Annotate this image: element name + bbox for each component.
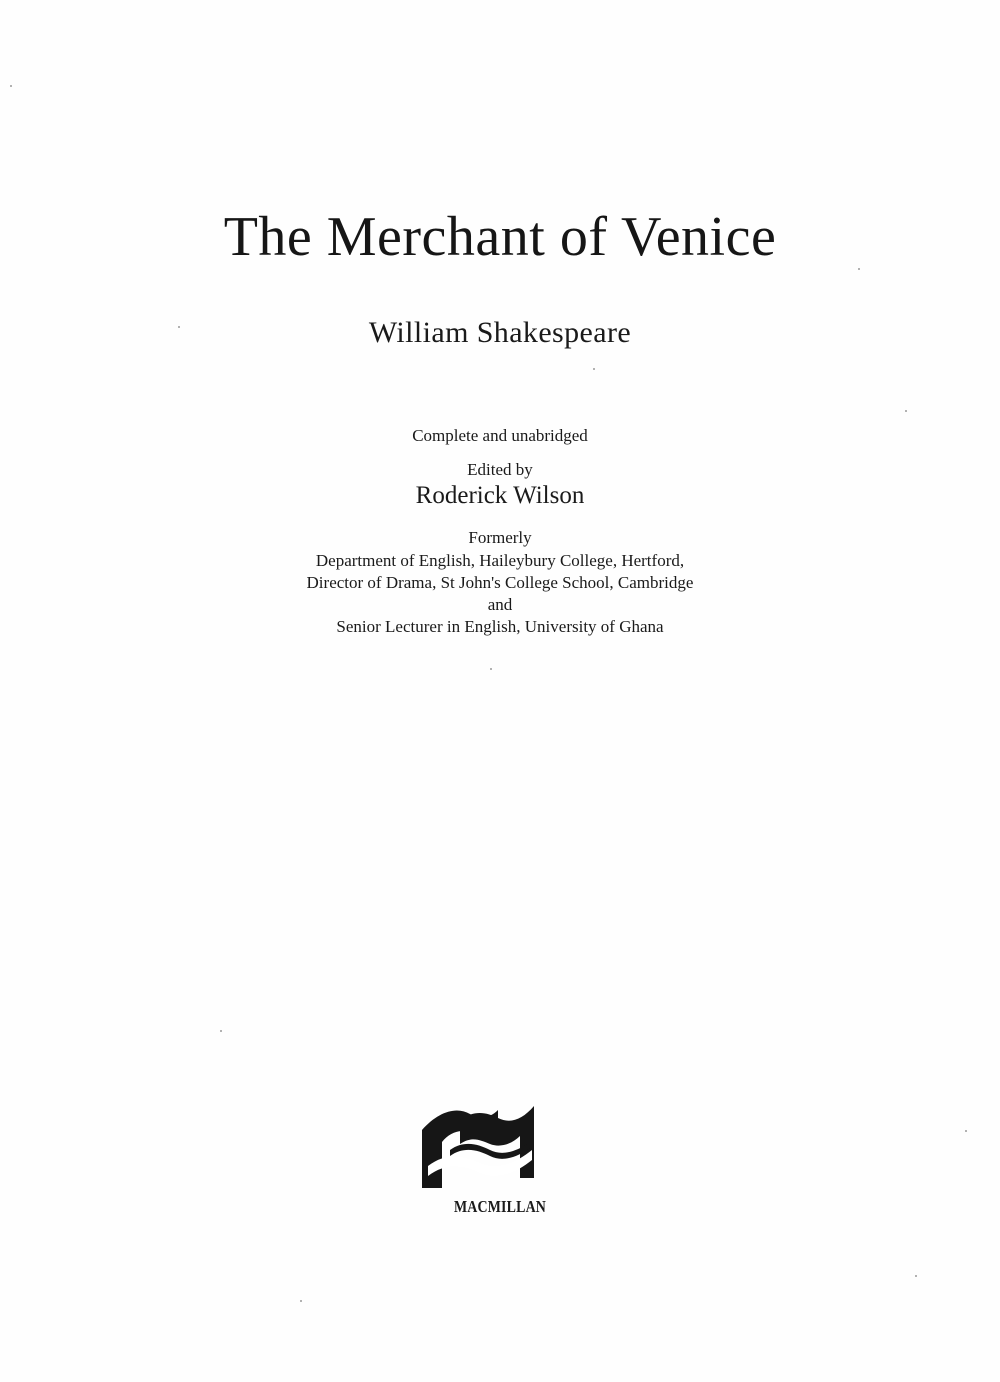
credit-line: Senior Lecturer in English, University of Ghana: [336, 617, 664, 636]
scan-speck: [905, 410, 907, 412]
scan-speck: [220, 1030, 222, 1032]
scan-speck: [858, 268, 860, 270]
scan-speck: [965, 1130, 967, 1132]
edition-note: Complete and unabridged: [412, 426, 588, 445]
scan-speck: [300, 1300, 302, 1302]
editor-credits: [0, 550, 1000, 638]
macmillan-logo-icon: [420, 1100, 535, 1188]
scan-speck: [915, 1275, 917, 1277]
credit-line: and: [487, 595, 513, 614]
credit-line: Director of Drama, St John's College School, Cambridge: [306, 573, 694, 592]
scan-speck: [178, 326, 180, 328]
formerly-label: Formerly: [468, 528, 532, 547]
credit-line: Department of English, Haileybury College, Hertford,: [315, 551, 685, 570]
book-author: William Shakespeare: [368, 316, 632, 349]
scan-speck: [490, 668, 492, 670]
scan-speck: [593, 368, 595, 370]
book-title: The Merchant of Venice: [223, 206, 777, 268]
publisher-name: MACMILLAN: [453, 1197, 547, 1216]
scan-speck: [10, 85, 12, 87]
editor-name: Roderick Wilson: [415, 482, 585, 509]
edited-by-label: Edited by: [467, 460, 533, 479]
